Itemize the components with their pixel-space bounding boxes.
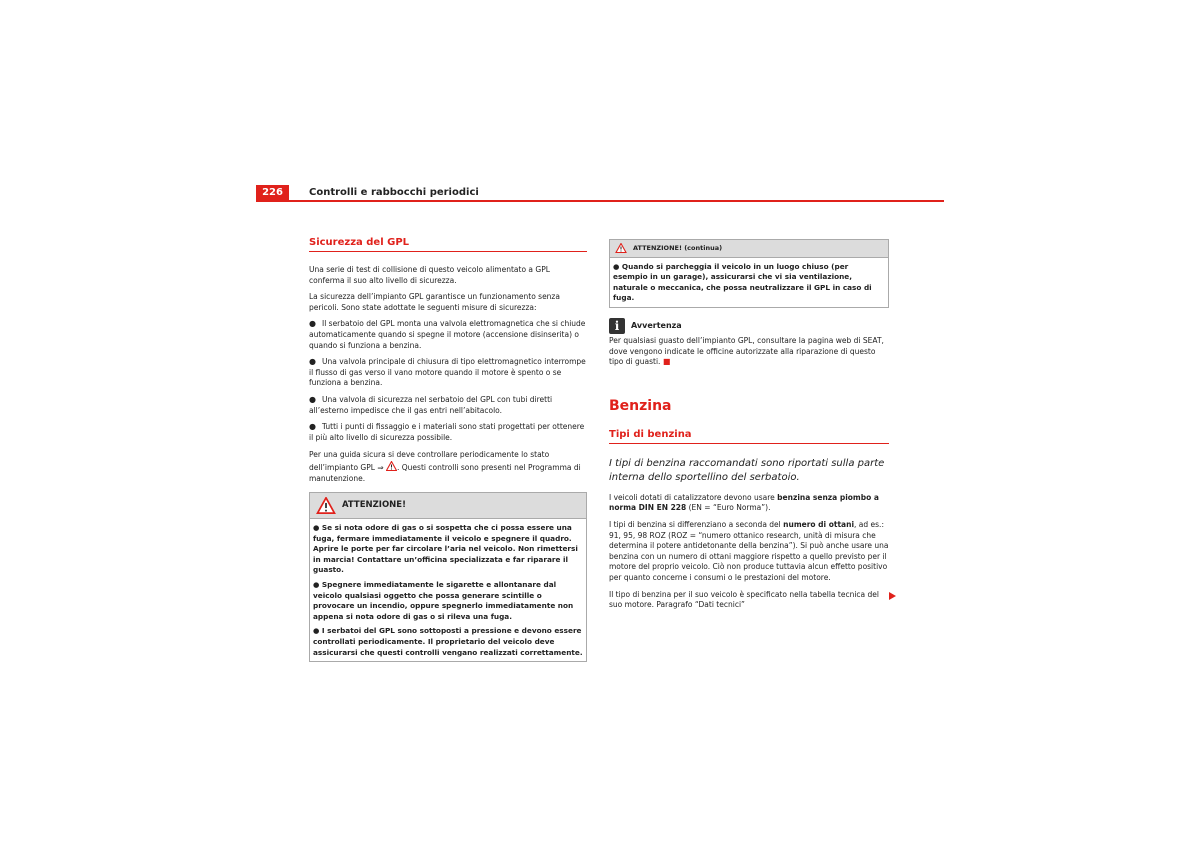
right-column (609, 239, 889, 617)
warning-item: ● Spegnere immediatamente le sigarette e allontanare dal veicolo qualsiasi oggetto che possa generare scintille o provocare un incendio, oppure spegnerlo immediatamente non appena si nota odore di gas o si rileva una fuga. (313, 580, 574, 621)
paragraph: I veicoli dotati di catalizzatore devono usare benzina senza piombo a norma DIN EN 228 (EN = “Euro Norma”). (609, 492, 879, 513)
running-head: Controlli e rabbocchi periodici (309, 187, 479, 198)
left-column (309, 237, 587, 662)
warning-triangle-icon (615, 243, 627, 253)
warning-continued-box (609, 239, 889, 308)
info-icon: i (609, 318, 625, 334)
bullet-item: ● Tutti i punti di fissaggio e i materiali sono stati progettati per ottenere il più alto livello di sicurezza possibile. (309, 422, 585, 442)
bullet-icon: ● (313, 626, 320, 636)
warning-box-body (310, 519, 586, 661)
warning-item: ● Se si nota odore di gas o si sospetta che ci possa essere una fuga, fermare immediatamente il veicolo e spegnere il quadro. Aprire le porte per far circolare l’aria nel veicolo. Non rimettersi in marcia! Contattare un’officina specializzata e far riparare il guasto. (313, 523, 578, 575)
paragraph-check: Per una guida sicura si deve controllare periodicamente lo stato dell’impianto GPL ⇒ . Questi controlli sono presenti nel Programma di manutenzione. (309, 450, 581, 483)
chapter-heading-benzina: Benzina (609, 397, 672, 414)
note-header (609, 318, 889, 334)
warning-item: ● I serbatoi del GPL sono sottoposti a pressione e devono essere controllati periodicamente. Il proprietario del veicolo deve assicurarsi che questi controlli vengano realizzati correttamente. (313, 626, 583, 657)
bullet-item: ● Una valvola principale di chiusura di tipo elettromagnetico interrompe il flusso di gas verso il vano motore quando il motore è spento o se funziona a benzina. (309, 357, 586, 388)
warning-continued-body (610, 258, 888, 307)
warning-triangle-icon (316, 497, 336, 514)
bullet-icon: ● (309, 422, 316, 432)
lead-paragraph: I tipi di benzina raccomandati sono riportati sulla parte interna dello sportellino del serbatoio. (609, 457, 885, 483)
bullet-icon: ● (613, 261, 620, 271)
paragraph: I tipi di benzina si differenziano a seconda del numero di ottani, ad es.: 91, 95, 98 ROZ (ROZ = “numero ottanico research, unità di misura che determina il potere antidetonante della benzina”). Si può anche usare una benzina con un numero di ottani maggiore rispetto a quello previsto per il motore del proprio veicolo. Ciò non produce tuttavia alcun effetto positivo per quanto concerne i consumi o le prestazioni del motore. (609, 519, 889, 582)
end-of-section-icon: ■ (662, 357, 671, 367)
warning-continued-title: ATTENZIONE! (continua) (633, 244, 723, 252)
warning-box-header (310, 493, 586, 519)
header-rule (256, 200, 944, 202)
note-text: Per qualsiasi guasto dell’impianto GPL, consultare la pagina web di SEAT, dove vengono indicate le officine autorizzate alla riparazione di questo tipo di guasti. ■ (609, 335, 884, 367)
warning-box (309, 492, 587, 662)
continue-arrow-icon (889, 592, 896, 600)
paragraph: La sicurezza dell’impianto GPL garantisce un funzionamento senza pericoli. Sono state adottate le seguenti misure di sicurezza: (309, 292, 560, 312)
bullet-icon: ● (309, 319, 316, 329)
paragraph: Il tipo di benzina per il suo veicolo è specificato nella tabella tecnica del suo motore. Paragrafo “Dati tecnici” (609, 589, 879, 610)
bullet-icon: ● (313, 580, 320, 590)
section-heading-fuel-types: Tipi di benzina (609, 429, 889, 444)
warning-triangle-icon (386, 461, 397, 471)
bullet-icon: ● (309, 394, 316, 404)
section-heading-gpl-safety: Sicurezza del GPL (309, 237, 587, 252)
bullet-item: ● Una valvola di sicurezza nel serbatoio del GPL con tubi diretti all’esterno impedisce che il gas entri nell’abitacolo. (309, 394, 553, 415)
warning-title: ATTENZIONE! (342, 500, 406, 511)
bullet-icon: ● (313, 523, 320, 533)
bullet-item: ● Il serbatoio del GPL monta una valvola elettromagnetica che si chiude automaticamente quando si spegne il motore (accensione disinserita) o quando si funziona a benzina. (309, 319, 586, 350)
paragraph: Una serie di test di collisione di questo veicolo alimentato a GPL conferma il suo alto livello di sicurezza. (309, 265, 550, 285)
note-title: Avvertenza (631, 320, 682, 330)
warning-continued-header (610, 240, 888, 258)
bullet-icon: ● (309, 357, 316, 367)
warning-item: ● Quando si parcheggia il veicolo in un luogo chiuso (per esempio in un garage), assicurarsi che vi sia ventilazione, naturale o meccanica, che possa neutralizzare il GPL in caso di fuga. (613, 261, 872, 303)
page-number: 226 (256, 185, 289, 201)
